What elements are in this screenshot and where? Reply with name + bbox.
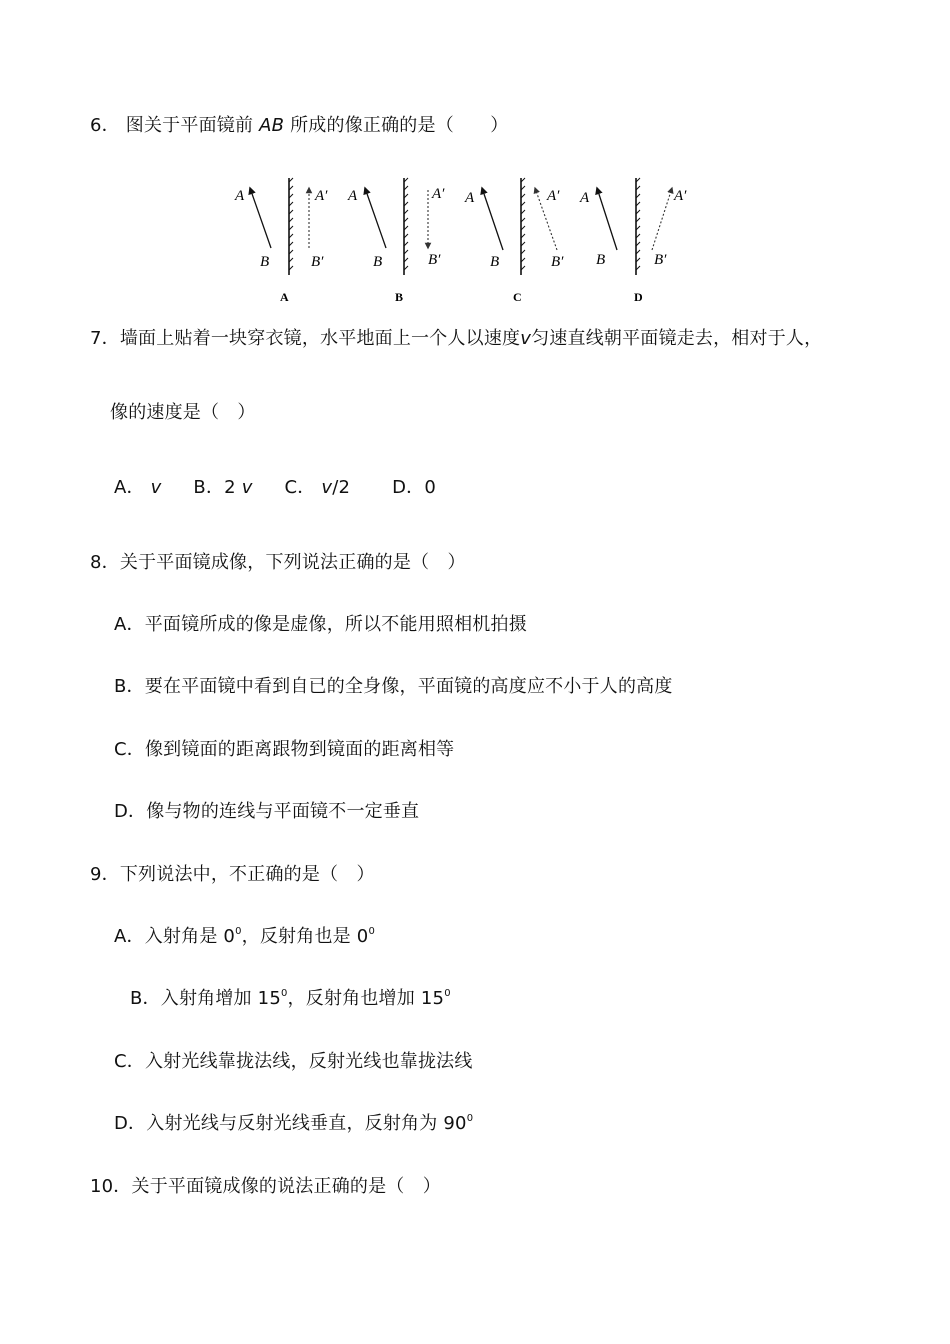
question-8-option-d[interactable]: D．像与物的连线与平面镜不一定垂直 [114, 801, 420, 822]
option-d[interactable]: D．0 [392, 477, 437, 498]
panel-letter: D [634, 290, 643, 304]
label-a: A [348, 188, 358, 204]
mirror-figure [225, 170, 705, 310]
question-7-line1 [90, 327, 822, 351]
question-6 [90, 114, 509, 138]
label-a: A [235, 188, 245, 204]
label-b-image: B′ [654, 252, 667, 268]
question-9-stem: 9．下列说法中，不正确的是（ ） [90, 864, 375, 885]
figure-panel-b [347, 178, 445, 304]
label-a: A [465, 190, 475, 206]
option-b[interactable]: B．2 v [193, 477, 253, 498]
question-10-stem: 10．关于平面镜成像的说法正确的是（ ） [90, 1176, 441, 1197]
label-b: B [260, 254, 270, 270]
label-b-image: B′ [551, 254, 564, 270]
question-8-stem: 8．关于平面镜成像，下列说法正确的是（ ） [90, 552, 466, 573]
figure-panel-d [579, 178, 687, 304]
question-text-before: 图关于平面镜前 [125, 115, 254, 136]
question-9-option-b[interactable]: B．入射角增加 $15^0$，反射角也增加 $15^0$ [130, 988, 451, 1009]
question-9-option-d[interactable]: D．入射光线与反射光线垂直，反射角为 $90^0$ [114, 1113, 474, 1134]
option-c[interactable]: C． v/2 [284, 477, 351, 498]
question-7-line2: 像的速度是（ ） [110, 402, 256, 423]
question-8-option-c[interactable]: C．像到镜面的距离跟物到镜面的距离相等 [114, 739, 455, 760]
question-text-after: 匀速直线朝平面镜走去，相对于人， [531, 328, 823, 349]
label-b: B [490, 254, 500, 270]
panel-letter: A [280, 290, 289, 304]
label-b-image: B′ [428, 252, 441, 268]
label-a-image: A′ [315, 188, 328, 204]
panel-letter: C [513, 290, 522, 304]
panel-letter: B [395, 290, 404, 304]
question-7-options [114, 476, 462, 500]
label-a-image: A′ [547, 188, 560, 204]
question-9-option-c[interactable]: C．入射光线靠拢法线，反射光线也靠拢法线 [114, 1051, 473, 1072]
label-b-image: B′ [311, 254, 324, 270]
segment-ab: AB [259, 115, 285, 136]
velocity-symbol: v [520, 328, 532, 349]
question-text-before: 7．墙面上贴着一块穿衣镜，水平地面上一个人以速度 [90, 328, 521, 349]
question-8-option-b[interactable]: B．要在平面镜中看到自已的全身像，平面镜的高度应不小于人的高度 [114, 676, 673, 697]
option-a[interactable]: A． v [114, 477, 162, 498]
label-a-image: A′ [674, 188, 687, 204]
figure-panel-c [464, 178, 564, 304]
question-number: 6． [90, 115, 120, 136]
question-9-option-a[interactable]: A．入射角是 $0^0$，反射角也是 $0^0$ [114, 926, 375, 947]
label-b: B [373, 254, 383, 270]
label-a: A [580, 190, 590, 206]
label-a-image: A′ [432, 186, 445, 202]
figure-panel-a [234, 178, 328, 304]
question-8-option-a[interactable]: A．平面镜所成的像是虚像，所以不能用照相机拍摄 [114, 614, 527, 635]
label-b: B [596, 252, 606, 268]
question-text-after: 所成的像正确的是（ ） [290, 115, 509, 136]
